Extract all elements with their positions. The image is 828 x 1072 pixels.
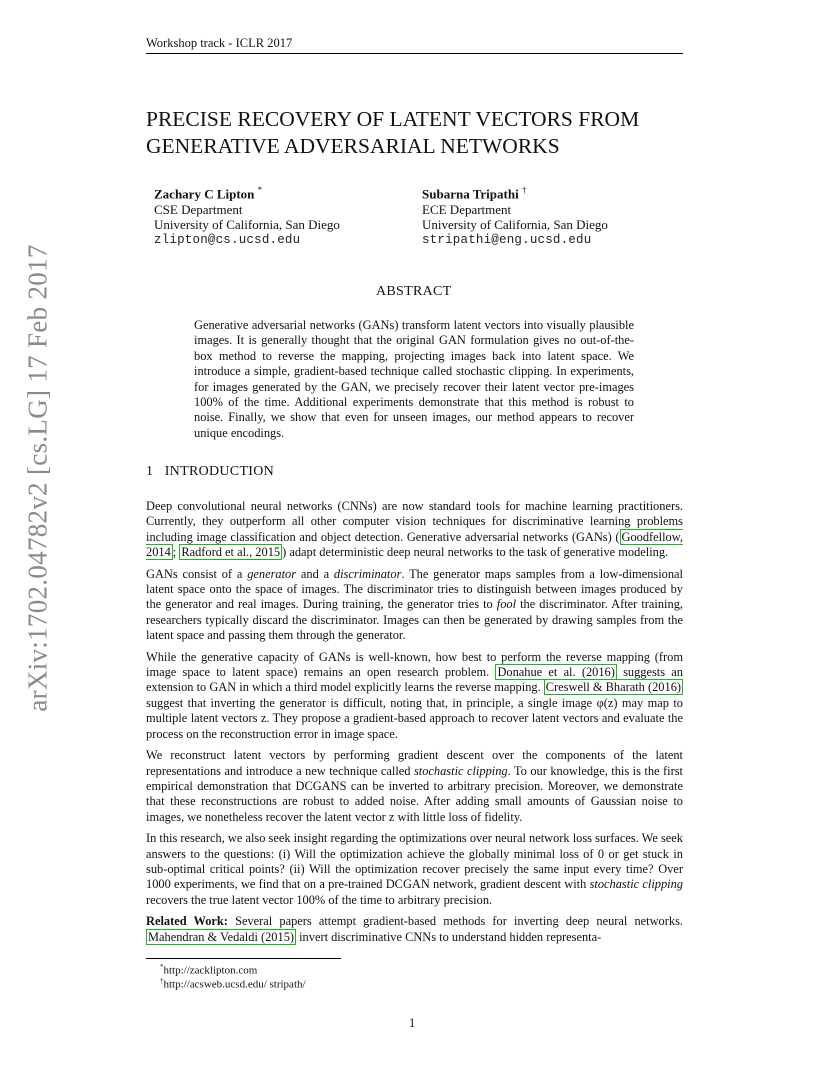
paragraph-1 xyxy=(146,499,683,561)
abstract-heading: ABSTRACT xyxy=(376,284,452,299)
author-email[interactable]: stripathi@eng.ucsd.edu xyxy=(422,232,592,247)
text-run: and a xyxy=(296,566,334,581)
text-run: GANs consist of a xyxy=(146,566,248,581)
emphasis: generator xyxy=(247,566,297,581)
venue-header: Workshop track - ICLR 2017 xyxy=(146,36,293,50)
author-mark: * xyxy=(257,185,263,195)
footnote-rule xyxy=(146,958,341,959)
footnote-link[interactable]: http://acsweb.ucsd.edu/ stripath/ xyxy=(163,978,306,991)
footnote-mark: † xyxy=(160,977,164,985)
arxiv-stamp: arXiv:1702.04782v2 [cs.LG] 17 Feb 2017 xyxy=(22,244,53,712)
citation-link[interactable]: Creswell & Bharath (2016) xyxy=(545,680,682,695)
citation-link[interactable]: Radford et al., 2015 xyxy=(181,545,281,560)
text-run: the discriminator. After training, researchers typically discard the discriminator. Images can then be generated by drawing samples from the latent space and passing them through the generator. xyxy=(146,597,683,643)
author-email[interactable]: zlipton@cs.ucsd.edu xyxy=(154,232,301,247)
text-run: ) adapt deterministic deep neural networks to the task of generative modeling. xyxy=(282,545,669,560)
footnote-link[interactable]: http://zacklipton.com xyxy=(163,964,258,977)
emphasis: stochastic clipping xyxy=(589,877,684,892)
author-block-1 xyxy=(154,183,340,248)
text-run: We reconstruct latent vectors by performing gradient descent over the components of the latent representations and introduce a new technique called xyxy=(146,748,683,778)
text-run: . To our knowledge, this is the first empirical demonstration that DCGANS can be inverted to arbitrary precision. Moreover, we demonstrate that these reconstructions are robust to added noise. After adding small amounts of Gaussian noise to images, we nonetheless recover the latent vector z with little loss of fidelity. xyxy=(146,763,683,824)
text-run: Several papers attempt gradient-based methods for inverting deep neural networks. xyxy=(227,914,683,929)
text-run: recovers the true latent vector 100% of the time to arbitrary precision. xyxy=(146,892,493,907)
text-run: suggests an extension to GAN in which a third model explicitly learns the reverse mapping. xyxy=(146,665,683,695)
footnote-2 xyxy=(160,977,306,991)
footnote-1 xyxy=(160,963,257,977)
citation-link[interactable]: Goodfellow, 2014 xyxy=(146,529,683,560)
paragraph-2 xyxy=(146,567,683,644)
citation-link[interactable]: Donahue et al. (2016) xyxy=(497,665,615,680)
text-run: . The generator maps samples from a low-dimensional latent space onto the space of images. The discriminator tries to distinguish between images produced by the generator and real images. During training, the generator tries to xyxy=(146,566,683,612)
paragraph-6 xyxy=(146,914,683,945)
paper-title xyxy=(146,106,706,160)
emphasis: fool xyxy=(496,597,517,612)
author-mark: † xyxy=(521,185,527,195)
paragraph-5 xyxy=(146,831,683,908)
footnote-mark: * xyxy=(160,963,164,971)
emphasis: discriminator xyxy=(333,566,402,581)
title-line-1: PRECISE RECOVERY OF LATENT VECTORS FROM xyxy=(146,107,640,131)
title-line-2: GENERATIVE ADVERSARIAL NETWORKS xyxy=(146,134,560,158)
text-run: Deep convolutional neural networks (CNNs) are now standard tools for machine learning practitioners. Currently, they outperform all other computer vision techniques for discriminative learning problems including image classification and object detection. Generative adversarial networks (GANs) ( xyxy=(146,499,683,544)
author-name: Subarna Tripathi xyxy=(422,186,519,202)
text-run: suggest that inverting the generator is difficult, noting that, in principle, a single image φ(z) may map to multiple latent vectors z. They propose a gradient-based approach to recover latent vectors and evaluate the process on the reconstruction error in image space. xyxy=(146,695,683,741)
section-number: 1 xyxy=(146,464,154,479)
abstract-text: Generative adversarial networks (GANs) transform latent vectors into visually plausible images. It is generally thought that the original GAN formulation gives no out-of-the-box method to reverse the mapping, projecting images back into latent space. We introduce a simple, gradient-based technique called stochastic clipping. In experiments, for images generated by the GAN, we precisely recover their latent vector pre-images 100% of the time. Additional experiments demonstrate that this method is robust to noise. Finally, we show that even for unseen images, our method appears to recover unique encodings. xyxy=(194,318,634,440)
text-run: invert discriminative CNNs to understand hidden representa- xyxy=(296,929,602,944)
author-university: University of California, San Diego xyxy=(154,217,340,233)
paragraph-4 xyxy=(146,748,683,825)
text-run: In this research, we also seek insight regarding the optimizations over neural network loss surfaces. We seek answers to the questions: (i) Will the optimization achieve the globally minimal loss of 0 or get stuck in sub-optimal critical points? (ii) Will the optimization recover precisely the same input every time? Over 1000 experiments, we find that on a pre-trained DCGAN network, gradient descent with xyxy=(146,831,683,892)
page-number: 1 xyxy=(409,1016,416,1030)
author-block-2 xyxy=(422,183,608,248)
header-rule xyxy=(146,53,683,54)
intro-body xyxy=(146,499,683,951)
author-department: CSE Department xyxy=(154,201,243,217)
emphasis: stochastic clipping xyxy=(413,763,508,778)
text-run: While the generative capacity of GANs is well-known, how best to perform the reverse mapping (from image space to latent space) remains an open research problem. xyxy=(146,649,683,680)
section-title: INTRODUCTION xyxy=(164,464,275,479)
citation-link[interactable]: Mahendran & Vedaldi (2015) xyxy=(148,929,295,944)
section-heading xyxy=(146,464,274,480)
author-name: Zachary C Lipton xyxy=(154,186,255,202)
paragraph-3 xyxy=(146,650,683,742)
related-work-label: Related Work: xyxy=(146,914,228,929)
author-department: ECE Department xyxy=(422,201,512,217)
author-university: University of California, San Diego xyxy=(422,217,608,233)
text-run: ; xyxy=(172,545,180,560)
